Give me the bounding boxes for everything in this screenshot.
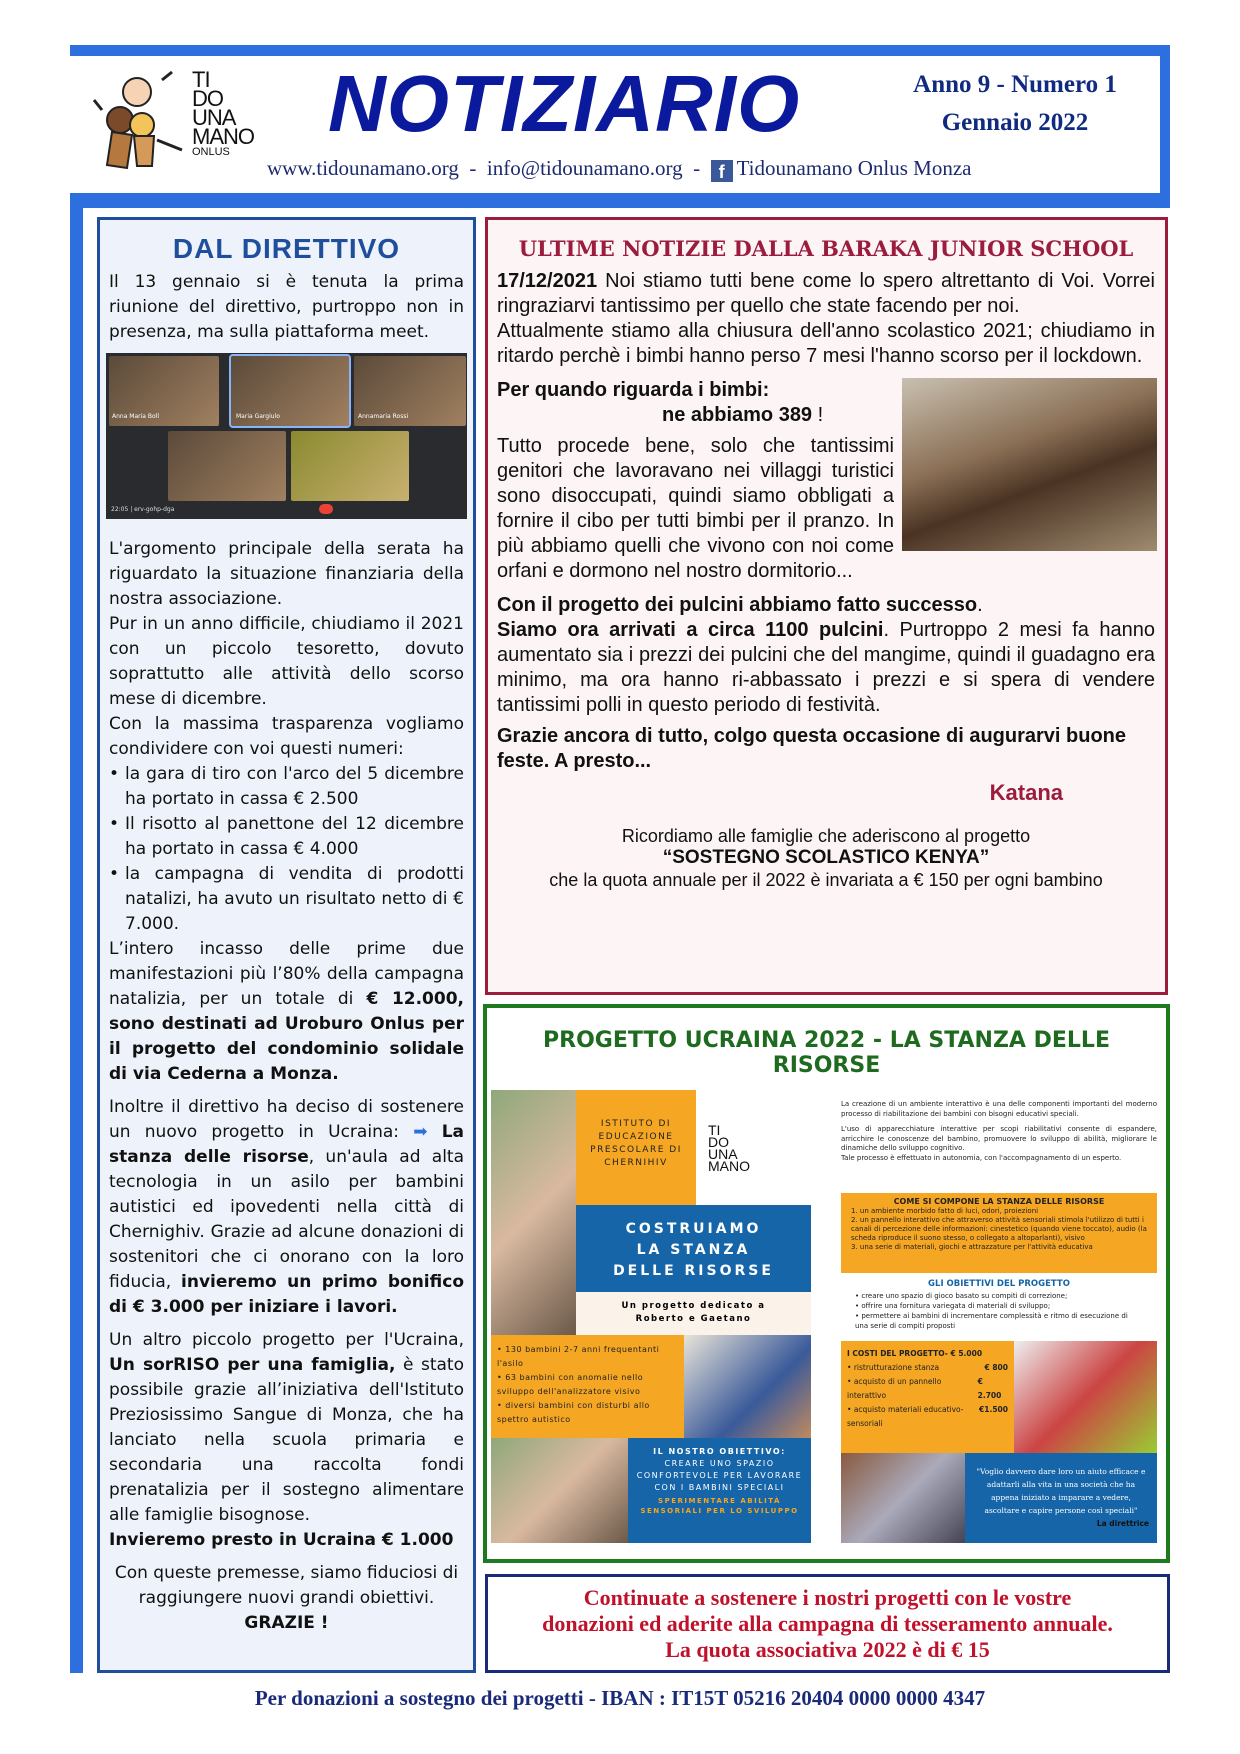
donation-footer: Per donazioni a sostegno dei progetti - IBAN : IT15T 05216 20404 0000 0000 4347 <box>254 1686 986 1710</box>
baraka-news: ULTIME NOTIZIE DALLA BARAKA JUNIOR SCHOOL 17/12/2021 Noi stiamo tutti bene come lo spero altrettanto di Voi. Vorrei ringraziarvi tantissimo per quello che state facendo per noi. Attualmente stiamo alla chiusura dell'anno scolastico 2021; chiudiamo in ritardo perchè i bimbi hanno perso 7 mesi l'hanno scorso per il lockdown. Per quando riguarda i bimbi: ne abbiamo 389 ! Tutto procede bene, solo che tantissimi genitori che lavoravano nei villaggi turistici sono disoccupati, quindi siamo obbligati a fornire il cibo per tutti bimbi per il pranzo. In più abbiamo quelli che vivono con noi come orfani e dormono nel nostro dormitorio... Con il progetto dei pulcini abbiamo fatto successo. Siamo ora arrivati a circa 1100 pulcini. Purtroppo 2 mesi fa hanno aumentato sia i prezzi dei pulcini che del mangime, quindi il guadagno era minimo, ma ora hanno ri-abbassato i prezzi e si spera di vendere tantissimi polli in questo periodo di festività. Grazie ancora di tutto, colgo questa occasione di augurarvi buone feste. A presto... Katana Ricordiamo alle famiglie che aderiscono al progetto “SOSTEGNO SCOLASTICO KENYA” che la quota annuale per il 2022 è invariata a € 150 per ogni bambino <box>485 217 1168 995</box>
membership-appeal: Continuate a sostenere i nostri progetti con le vostre donazioni ed aderite alla campagna di tesseramento annuale. La quota associativa 2022 è di € 15 <box>485 1574 1170 1673</box>
contacts-line: www.tidounamano.org - info@tidounamano.org - f Tidounamano Onlus Monza <box>267 156 972 182</box>
ukraine-project: PROGETTO UCRAINA 2022 - LA STANZA DELLE RISORSE ISTITUTO DI EDUCAZIONE PRESCOLARE DI CHERNIHIV TI DO UNA MANO COSTRUIAMO LA STANZA DELLE RISORSE Un progetto dedicato a Roberto e Gaetano • 130 bambini 2-7 anni frequentanti l'asilo • 63 bambini con anomalie nello sviluppo dell'analizzatore visivo • diversi bambini con disturbi allo spettro autistico IL NOSTRO OBIETTIVO: CREARE UNO SPAZIO CONFORTEVOLE PER LAVORARE CON I BAMBINI SPECIALI SPERIMENTARE ABILITÀ SENSORIALI PER LO SVILUPPO La creazione di un ambiente interattivo è una delle componenti importanti del moderno processo di riabilitazione dei bambini con bisogni educativi speciali. L'uso di apparecchiature interattive per scopi riabilitativi consente di espandere, arricchire le conoscenze del bambino, promuovere lo sviluppo di abilità, migliorare le dinamiche dello sviluppo cognitivo. Tale processo è effettuato in autonomia, con l'accompagnamento di un esperto. COME SI COMPONE LA STANZA DELLE RISORSE 1. un ambiente morbido fatto di luci, odori, proiezioni 2. un pannello interattivo che attraverso attività sensoriali stimola l'utilizzo di tutti i canali di percezione delle informazioni: cinestetico (quando viene toccato), audio (la scheda riproduce il suono stesso, o collegato a altoparlanti), visivo 3. una serie di materiali, giochi e attrazzature per l'attività educativa GLI OBIETTIVI DEL PROGETTO • creare uno spazio di gioco basato su compiti di correzione; • offrire una fornitura variegata di materiali di sviluppo; • permettere ai bambini di incrementare complessità e ritmo di esecuzione di una serie di compiti proposti I COSTI DEL PROGETTO- € 5.000 • ristrutturazione stanza € 800 • acquisto di un pannello interattivo € 2.700 • acquisto materiali educativo-sensoriali €1.500 "Voglio davvero dare loro un aiuto efficace e adattarli alla vita in una società che ha appena iniziato a imparare a vedere, ascoltare e capire persone così speciali" La direttrice <box>483 1004 1170 1563</box>
classroom-photo <box>902 378 1157 551</box>
boy-photo <box>684 1335 811 1438</box>
direttivo-column: DAL DIRETTIVO Il 13 gennaio si è tenuta la prima riunione del direttivo, purtroppo non in presenza, ma sulla piattaforma meet. Anna Maria Boll Maria Gargiulo Annamaria Rossi 22:05 | erv-gohp-dga L'argomento principale della serata ha riguardato la situazione finanziaria della nostra associazione. Pur in un anno difficile, chiudiamo il 2021 con un piccolo tesoretto, dovuto soprattutto alle attività dello scorso mese di dicembre. Con la massima trasparenza vogliamo condividere con voi questi numeri: • la gara di tiro con l'arco del 5 dicembre ha portato in cassa € 2.500 • Il risotto al panettone del 12 dicembre ha portato in cassa € 4.000 • la campagna di vendita di prodotti natalizi, ha avuto un risultato netto di € 7.000. L’intero incasso delle prime due manifestazioni più l’80% della campagna natalizia, per un totale di € 12.000, sono destinati ad Uroburo Onlus per il progetto del condominio solidale di via Cederna a Monza. Inoltre il direttivo ha deciso di sostenere un nuovo progetto in Ucraina: ➡ La stanza delle risorse, un'aula ad alta tecnologia in un asilo per bambini autistici ed ipovedenti nella città di Chernighiv. Grazie ad alcune donazioni di sostenitori che ci onorano con la loro fiducia, invieremo un primo bonifico di € 3.000 per iniziare i lavori. Un altro piccolo progetto per l'Ucraina, Un sorRISO per una famiglia, è stato possibile grazie all’iniziativa dell'Istituto Preziosissimo Sangue di Monza, che ha lanciato nella scuola primaria e secondaria una raccolta fondi prenatalizia per il sostegno alimentare alle famiglie bisognose. Invieremo presto in Ucraina € 1.000 Con queste premesse, siamo fiduciosi di raggiungere nuovi grandi obiettivi. GRAZIE ! <box>97 217 476 1673</box>
email-link[interactable]: info@tidounamano.org <box>486 156 683 180</box>
facebook-icon: f <box>711 160 733 182</box>
logo-children-icon <box>92 70 187 175</box>
logo <box>92 67 272 175</box>
website-link[interactable]: www.tidounamano.org <box>267 156 459 180</box>
left-strip <box>70 193 83 1673</box>
logo-text: TI DO UNA MANO ONLUS <box>192 67 254 158</box>
hangup-icon <box>319 504 333 514</box>
paragraph: Il 13 gennaio si è tenuta la prima riunione del direttivo, purtroppo non in presenza, ma sulla piattaforma meet. <box>109 272 464 342</box>
baraka-title: ULTIME NOTIZIE DALLA BARAKA JUNIOR SCHOOL <box>518 236 1134 261</box>
facebook-link[interactable]: Tidounamano Onlus Monza <box>736 156 972 180</box>
newsletter-title: NOTIZIARIO <box>328 59 801 148</box>
signature: Katana <box>989 780 1063 805</box>
direttivo-title: DAL DIRETTIVO <box>172 233 401 264</box>
arrow-right-icon: ➡ <box>413 1122 428 1142</box>
poster-logo: TI DO UNA MANO <box>708 1122 750 1174</box>
income-list: • la gara di tiro con l'arco del 5 dicembre ha portato in cassa € 2.500 • Il risotto al panettone del 12 dicembre ha portato in cassa € 4.000 • la campagna di vendita di prodotti natalizi, ha avuto un risultato netto di € 7.000. <box>109 762 464 937</box>
kenya-reminder: Ricordiamo alle famiglie che aderiscono al progetto “SOSTEGNO SCOLASTICO KENYA” che la quota annuale per il 2022 è invariata a € 150 per ogni bambino <box>549 826 1103 890</box>
costumes-photo <box>1014 1341 1157 1453</box>
children-photo <box>491 1438 628 1543</box>
issue-info: Anno 9 - Numero 1 Gennaio 2022 <box>913 71 1117 136</box>
girl-photo <box>491 1090 576 1335</box>
top-bar <box>70 45 1170 56</box>
ukraine-title: PROGETTO UCRAINA 2022 - LA STANZA DELLE RISORSE <box>543 1028 1110 1078</box>
group-photo <box>841 1453 965 1543</box>
meet-screenshot: Anna Maria Boll Maria Gargiulo Annamaria Rossi 22:05 | erv-gohp-dga <box>106 353 467 519</box>
